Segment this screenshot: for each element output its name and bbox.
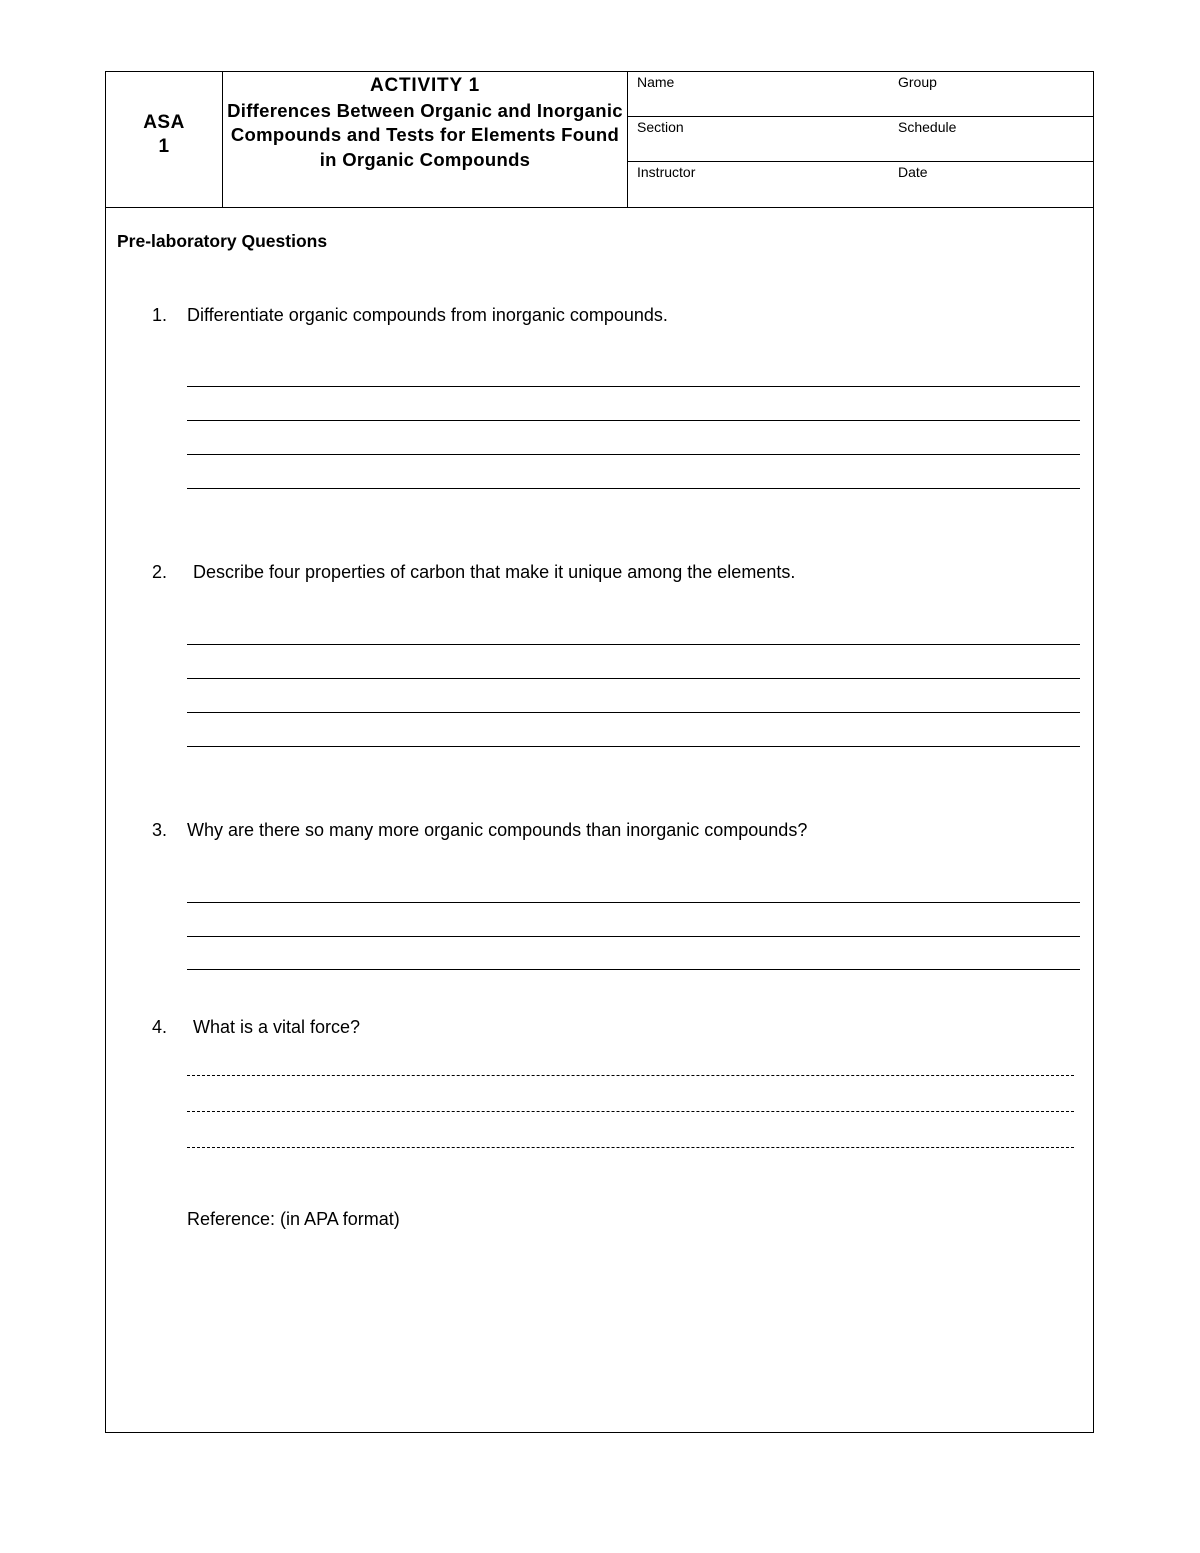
- question-text: Why are there so many more organic compounds than inorganic compounds?: [187, 820, 808, 840]
- reference-label: Reference: (in APA format): [187, 1209, 400, 1229]
- answer-line[interactable]: [187, 678, 1080, 679]
- instructor-field-label: Instructor: [637, 164, 696, 180]
- header-table: [106, 72, 1093, 208]
- answer-line[interactable]: [187, 488, 1080, 489]
- answer-line[interactable]: [187, 902, 1080, 903]
- field-row-name-group: [628, 72, 1093, 117]
- activity-number: ACTIVITY 1: [369, 75, 481, 96]
- answer-line[interactable]: [187, 969, 1080, 970]
- answer-line[interactable]: [187, 712, 1080, 713]
- answer-line[interactable]: [187, 386, 1080, 387]
- activity-code-line2: 1: [158, 135, 170, 157]
- group-field-label: Group: [898, 74, 937, 90]
- answer-line[interactable]: [187, 1075, 1074, 1076]
- activity-code-line1: ASA: [143, 111, 185, 133]
- section-field-label: Section: [637, 119, 684, 135]
- name-field-label: Name: [637, 74, 675, 90]
- activity-sheet: [105, 71, 1094, 1433]
- answer-line[interactable]: [187, 746, 1080, 747]
- question-text: Describe four properties of carbon that make it unique among the elements.: [193, 562, 796, 582]
- answer-line[interactable]: [187, 454, 1080, 455]
- question-number: 4.: [152, 1017, 168, 1037]
- question-number: 2.: [152, 562, 168, 582]
- answer-line[interactable]: [187, 936, 1080, 937]
- activity-title-block: [223, 72, 628, 207]
- question-text: What is a vital force?: [193, 1017, 361, 1037]
- student-info-fields: [628, 72, 1093, 207]
- field-row-section-schedule: [628, 117, 1093, 162]
- date-field-label: Date: [898, 164, 928, 180]
- answer-line[interactable]: [187, 1111, 1074, 1112]
- question-number: 1.: [152, 305, 168, 325]
- answer-line[interactable]: [187, 420, 1080, 421]
- activity-code: [106, 72, 223, 207]
- question-number: 3.: [152, 820, 168, 840]
- answer-line[interactable]: [187, 644, 1080, 645]
- activity-title: Differences Between Organic and Inorganic Compounds and Tests for Elements Found in Organic Compounds: [227, 99, 623, 170]
- pre-lab-heading: Pre-laboratory Questions: [117, 231, 328, 251]
- schedule-field-label: Schedule: [898, 119, 957, 135]
- question-text: Differentiate organic compounds from inorganic compounds.: [187, 305, 668, 325]
- answer-line[interactable]: [187, 1147, 1074, 1148]
- field-row-instructor-date: [628, 162, 1093, 207]
